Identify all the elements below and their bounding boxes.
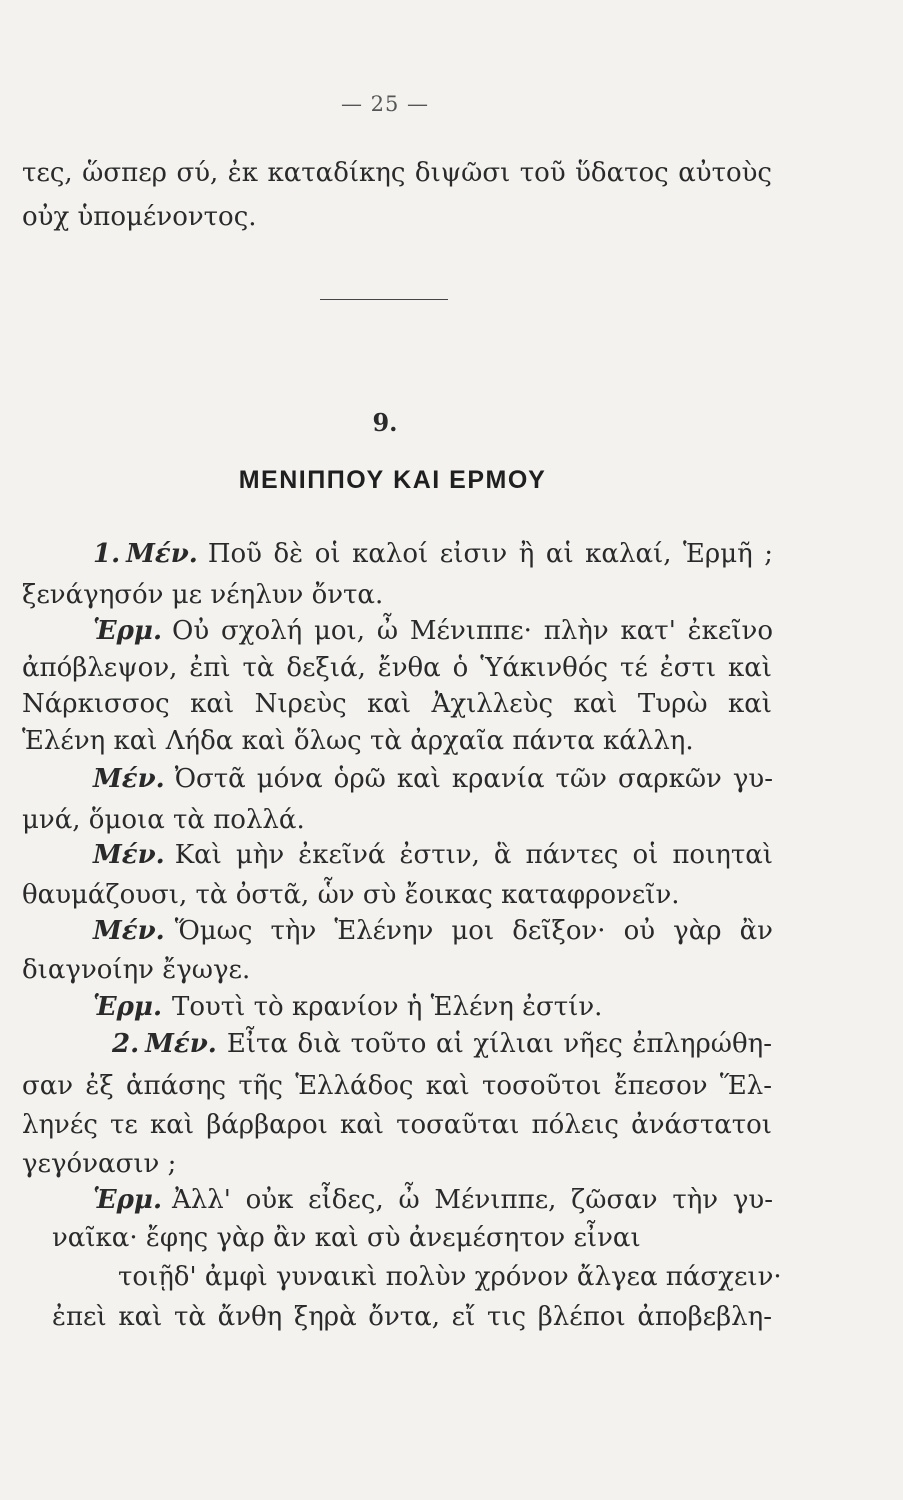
speaker-label: Ἑρμ. [93, 992, 162, 1022]
text-line: ξενάγησόν με νέηλυν ὄντα. [22, 580, 384, 610]
dialogue-line [93, 614, 773, 648]
dialogue-text: Οὐ σχολή μοι, ὦ Μένιππε· πλὴν κατ' ἐκεῖνο [172, 616, 773, 646]
text-line: ναῖκα· ἔφης γὰρ ἂν καὶ σὺ ἀνεμέσητον εἶναι [52, 1223, 641, 1253]
dialogue-text: Καὶ μὴν ἐκεῖνά ἐστιν, ἃ πάντες οἱ ποιηταὶ [174, 840, 773, 870]
text-line: Νάρκισσος καὶ Νιρεὺς καὶ Ἀχιλλεὺς καὶ Τυρὼ καὶ [22, 689, 772, 719]
text-line: μνά, ὅμοια τὰ πολλά. [22, 805, 305, 835]
section-title: ΜΕΝΙΠΠΟΥ ΚΑΙ ΕΡΜΟΥ [238, 466, 547, 494]
dialogue-line [112, 1027, 772, 1061]
text-line: σαν ἐξ ἁπάσης τῆς Ἑλλάδος καὶ τοσοῦτοι ἔπεσον Ἕλ- [22, 1071, 772, 1101]
dialogue-line [93, 762, 773, 796]
page-number: — 25 — [340, 92, 430, 116]
text-line: τες, ὥσπερ σύ, ἐκ καταδίκης διψῶσι τοῦ ὕδατος αὐτοὺς [22, 158, 772, 188]
speaker-label: Ἑρμ. [93, 616, 162, 646]
text-line: ἐπεὶ καὶ τὰ ἄνθη ξηρὰ ὄντα, εἴ τις βλέποι ἀποβεβλη- [52, 1302, 772, 1332]
verse-line: τοιῇδ' ἀμφὶ γυναικὶ πολὺν χρόνον ἄλγεα πάσχειν· [118, 1262, 782, 1292]
text-line: ἀπόβλεψον, ἐπὶ τὰ δεξιά, ἔνθα ὁ Ὑάκινθός τέ ἐστι καὶ [22, 653, 772, 683]
text-line: θαυμάζουσι, τὰ ὀστᾶ, ὧν σὺ ἔοικας καταφρονεῖν. [22, 880, 680, 910]
paragraph-number: 1. [93, 539, 121, 569]
dialogue-line [93, 990, 773, 1024]
dialogue-text: Εἶτα διὰ τοῦτο αἱ χίλιαι νῆες ἐπληρώθη- [226, 1029, 772, 1059]
speaker-label: Μέν. [126, 539, 198, 569]
speaker-label: Ἑρμ. [93, 1185, 162, 1215]
dialogue-text: Τουτὶ τὸ κρανίον ἡ Ἑλένη ἐστίν. [172, 992, 603, 1022]
speaker-label: Μέν. [145, 1029, 217, 1059]
dialogue-line [93, 838, 773, 872]
dialogue-text: Ὅμως τὴν Ἑλένην μοι δεῖξον· οὐ γὰρ ἂν [174, 916, 773, 946]
speaker-label: Μέν. [93, 764, 165, 794]
dialogue-line [93, 537, 773, 571]
text-line: διαγνοίην ἔγωγε. [22, 955, 251, 985]
dialogue-text: Ὀστᾶ μόνα ὁρῶ καὶ κρανία τῶν σαρκῶν γυ- [174, 764, 773, 794]
section-number: 9. [372, 408, 398, 437]
dialogue-line [93, 1183, 773, 1217]
text-line: Ἑλένη καὶ Λήδα καὶ ὅλως τὰ ἀρχαῖα πάντα κάλλη. [22, 726, 694, 756]
text-line: ληνές τε καὶ βάρβαροι καὶ τοσαῦται πόλεις ἀνάστατοι [22, 1110, 772, 1140]
dialogue-line [93, 914, 773, 948]
paragraph-number: 2. [112, 1029, 140, 1059]
dialogue-text: Ἀλλ' οὐκ εἶδες, ὦ Μένιππε, ζῶσαν τὴν γυ- [172, 1185, 773, 1215]
dialogue-text: Ποῦ δὲ οἱ καλοί εἰσιν ἢ αἱ καλαί, Ἑρμῆ ; [207, 539, 773, 569]
section-divider [320, 299, 448, 300]
speaker-label: Μέν. [93, 840, 165, 870]
text-line: οὐχ ὑπομένοντος. [22, 202, 257, 232]
speaker-label: Μέν. [93, 916, 165, 946]
text-line: γεγόνασιν ; [22, 1149, 177, 1179]
